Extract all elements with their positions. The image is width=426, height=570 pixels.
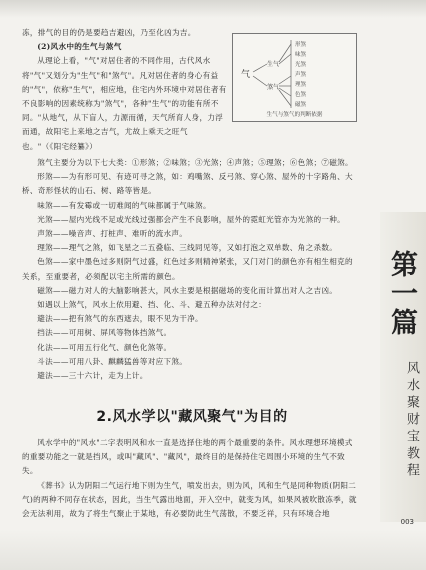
list-item: 煞气主要分为以下七大类：①形煞；②味煞；③光煞；④声煞；⑤理煞；⑥色煞；⑦磁煞。: [37, 158, 353, 167]
diagram-node-se: 色煞: [295, 92, 307, 98]
part-subtitle: 风水聚财宝教程: [404, 360, 419, 480]
diagram-lines: [233, 34, 356, 121]
diagram-node-ci: 磁煞: [295, 102, 307, 108]
list-item: 色煞——家中墨色过多则阴气过盛，红色过多则精神紧张，又门对门的颜色亦有相生相克的关系，至重要者，必须配以宅主所需的颜色。: [22, 257, 353, 281]
page-number: 003: [400, 518, 414, 526]
subsection-title: (2)风水中的生气与煞气: [37, 42, 122, 52]
list-item: 磁煞——磁力对人的大脑影响甚大，风水主要是根据磁场的变化而计算出对人之吉凶。: [37, 285, 338, 295]
list-item: 避法——把有煞气的东西遮去，眼不见为干净。: [37, 314, 203, 324]
section-heading: 2.风水学以"藏风聚气"为目的: [96, 409, 288, 425]
diagram-node-xing: 形煞: [295, 42, 307, 48]
diagram-node-sha: 煞气: [267, 84, 280, 91]
diagram-node-guang: 光煞: [295, 62, 307, 68]
section-paragraph: 风水学中的"风水"二字表明风和水一直是选择住地的两个最重要的条件。风水理想环境模式的重要功能之一就是挡风，或叫"藏风"、"藏风"，最终目的是保持住宅周围小环境的生气不致失。: [22, 438, 353, 476]
top-fragment: 冻，排气的目的仍是要趋吉避凶，乃至化凶为吉。: [22, 28, 196, 37]
list-item: 挡法——可用树、屏风等物体挡煞气。: [37, 328, 172, 338]
list-item: 光煞——屋内光线不足或光线过强都会产生不良影响，屋外的霓虹光管亦为光煞的一种。: [37, 214, 346, 224]
diagram-node-root: 气: [241, 70, 251, 80]
sha-qi-list: [22, 156, 357, 383]
list-item: 味煞——有发霉或一切难闻的气味都属于气味煞。: [37, 200, 211, 210]
diagram-caption: 生气与煞气的判断依据: [266, 112, 323, 118]
section-paragraph: 《葬书》认为阴阳二气运行地下则为生气，喷发出去，则为风，风和生气是同种物质(阴阳二气)的两种不同存在状态，因此，当生气露出地面，开入空中，就变为风，如果风被吹散冻季，就会无法利用，故为了将生气聚止于某地，有必要防此生气荡散，不要乏祥，只有环境合地: [22, 480, 357, 519]
bottom-landscape-fade: [0, 530, 426, 570]
diagram-node-wei: 味煞: [295, 52, 307, 58]
section-body: [22, 436, 357, 521]
diagram-node-sheng2: 声煞: [295, 72, 307, 78]
list-item: 避法——三十六计，走为上计。: [37, 371, 148, 381]
diagram-node-sheng: 生气: [267, 61, 280, 68]
list-item: 化法——可用五行化气、颜色化煞等。: [37, 342, 172, 352]
part-title: 第一篇: [386, 249, 417, 337]
intro-paragraph: 从理论上看，"气"对居住者的不同作用，古代风水将"气"又划分为"生气"和"煞气"。凡对居住者的身心有益的"气"，依称"生气"，相应地，住宅内外环境中对居住者有不良影响的因素统称为"煞气"，各种"生气"的功能有所不同。"从地气，从下盲人，力源而循，天气所育人身，力浮而通，故阳宅上来地之吉气，尤故上乘天之旺气也。"（《阳宅经纂》）: [22, 56, 227, 151]
list-item: 形煞——为有形可见、有迹可寻之煞，如：鸡嘴煞、反弓煞、穿心煞、屋外的十字路角、大桥、奇形怪状的山石、树、路等皆是。: [22, 172, 353, 196]
page-shadow: [0, 0, 426, 18]
diagram-node-li: 理煞: [295, 82, 307, 88]
list-item: 斗法——可用八卦、麒麟猛兽等对应下煞。: [37, 356, 188, 366]
list-item: 理煞——理气之煞，如飞星之二五叠临、三线同见等，又如打泡之双单数、角之杀数。: [37, 243, 338, 253]
list-item: 如遇以上煞气，风水上依用避、挡、化、斗、避五种办法对付之：: [37, 300, 267, 310]
sha-qi-diagram: [232, 33, 357, 122]
list-item: 声煞——噪音声、打桩声、难听的流水声。: [37, 229, 188, 239]
